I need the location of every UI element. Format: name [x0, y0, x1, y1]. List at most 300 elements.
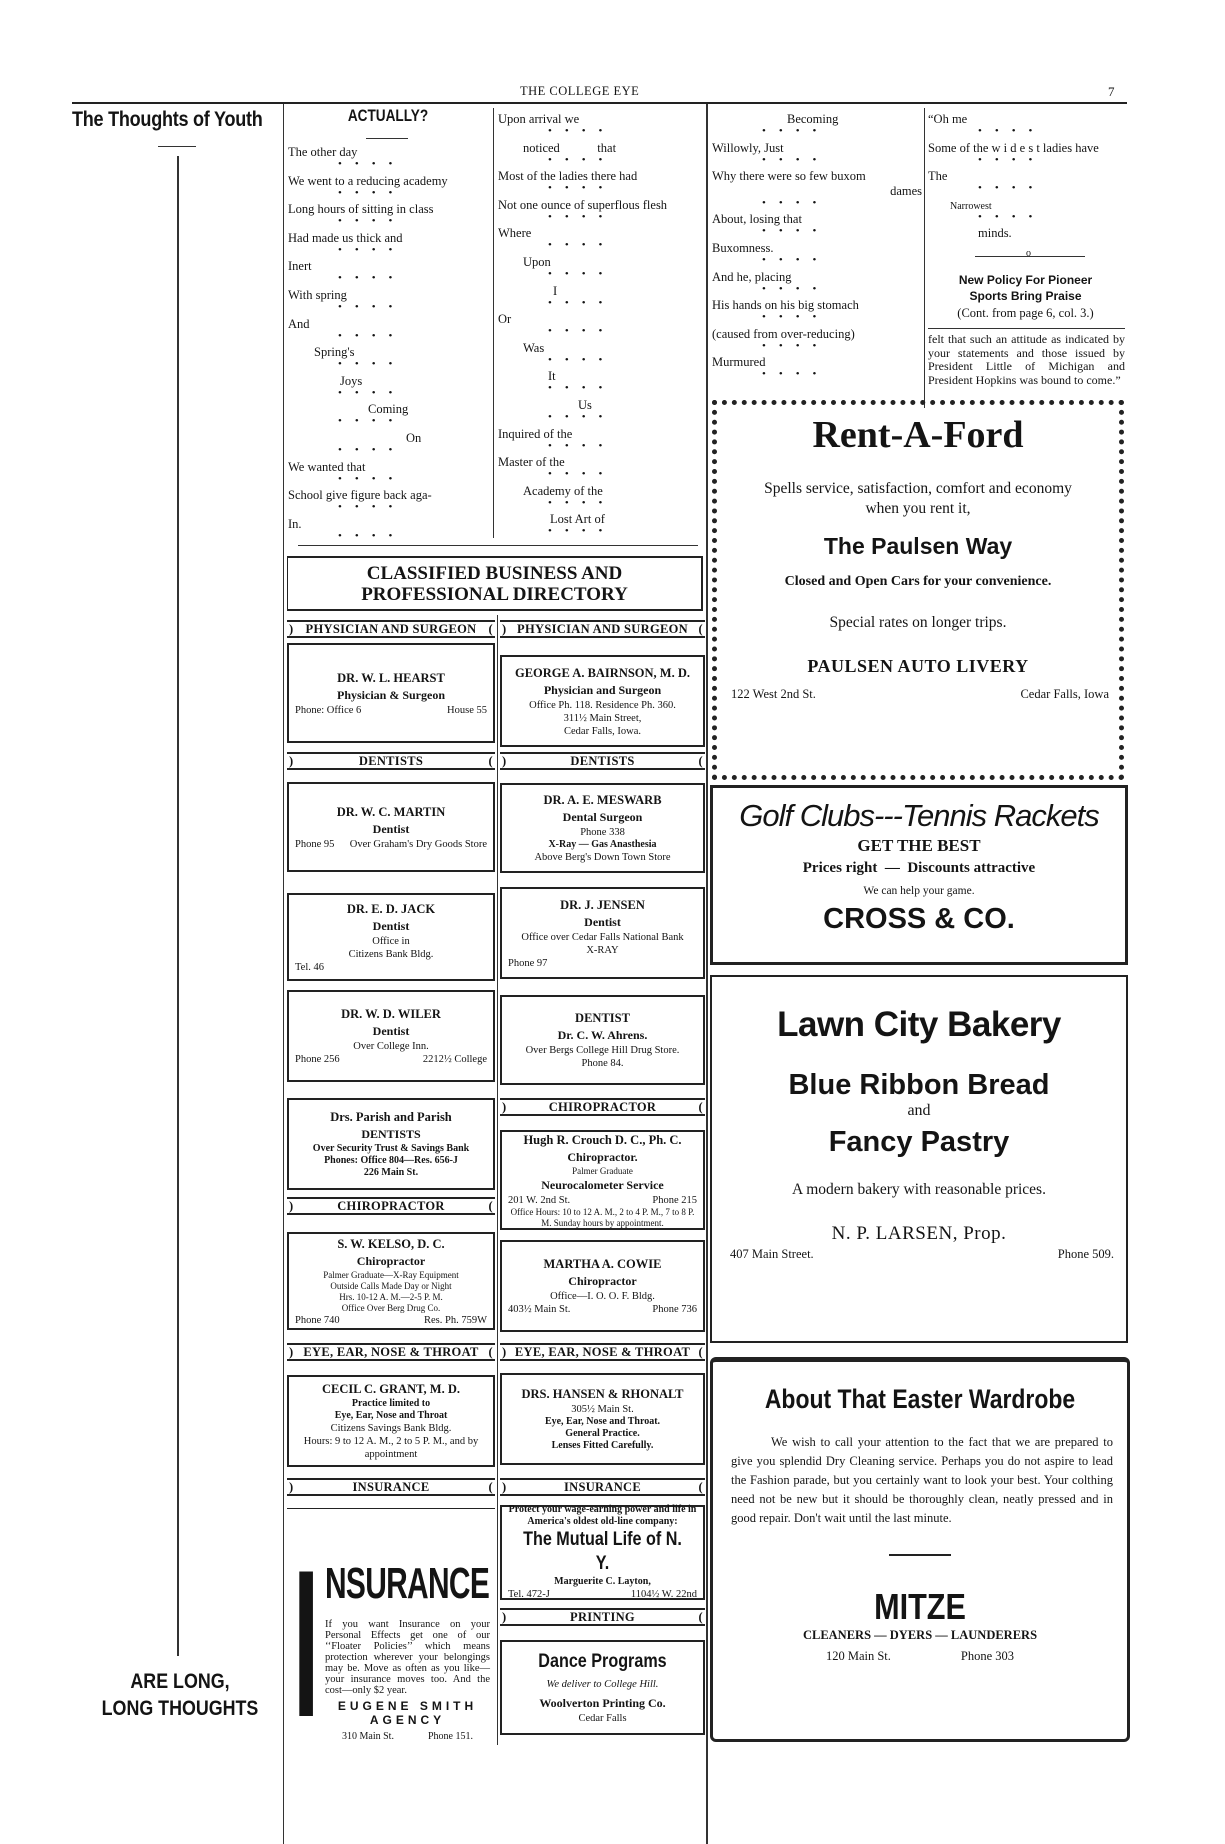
section-label: DENTISTS	[570, 754, 635, 768]
poem-line-text: Joys	[340, 373, 363, 388]
ad-text: A modern bakery with reasonable prices.	[792, 1181, 1046, 1198]
section-header	[287, 1478, 495, 1496]
poem-line	[288, 287, 488, 316]
section-label: EYE, EAR, NOSE & THROAT	[514, 1345, 691, 1359]
card-text: House 55	[447, 704, 487, 716]
ad-address-row	[731, 687, 1109, 702]
poem-line-text: “Oh me	[928, 112, 968, 126]
card-text: Over Bergs College Hill Drug Store.	[525, 1045, 680, 1056]
card-name: CECIL C. GRANT, M. D.	[322, 1382, 460, 1396]
ellipsis-dots	[978, 212, 1045, 223]
directory-card	[287, 893, 495, 981]
section-label: CHIROPRACTOR	[337, 1199, 445, 1213]
card-sb: Phones: Office 804—Res. 656-J	[324, 1155, 458, 1166]
card-text: 311½ Main Street,	[563, 712, 642, 724]
card-name: Hugh R. Crouch D. C., Ph. C.	[523, 1132, 682, 1147]
card-text: Citizens Bank Bldg.	[348, 948, 434, 960]
card-name: DENTIST	[575, 1011, 630, 1025]
cross-co-ad	[710, 785, 1128, 965]
column-rule	[493, 108, 494, 538]
poem-line	[288, 487, 488, 516]
news-body: felt that such an attitude as indicated by your statements and those issued by President Little of Michigan and President Hopkins was bound to come.”	[928, 332, 1125, 387]
ellipsis-dots	[338, 445, 405, 456]
card-line-pair	[508, 1303, 697, 1316]
ad-product: Fancy Pastry	[828, 1126, 1010, 1158]
card-text: Over College Inn.	[353, 1041, 429, 1052]
card-text: Phone 84.	[581, 1058, 624, 1069]
ellipsis-dots	[762, 341, 829, 352]
poem-line	[928, 197, 1128, 226]
ad-product: Blue Ribbon Bread	[788, 1069, 1050, 1101]
bracket: )	[502, 1345, 507, 1359]
poem-line-text: Upon	[523, 254, 551, 269]
poem-line-text: On	[406, 430, 422, 445]
card-title: Neurocalometer Service	[541, 1177, 664, 1192]
directory-card	[500, 1130, 705, 1230]
poem-line	[288, 459, 488, 488]
poem-line	[928, 111, 1128, 140]
card-sb: 226 Main St.	[363, 1167, 419, 1178]
poem-line-text: Upon arrival we	[498, 112, 580, 126]
card-small: Outside Calls Made Day or Night	[330, 1280, 452, 1291]
poem-line	[712, 111, 922, 140]
poem-line	[288, 316, 488, 345]
directory-card	[500, 1505, 705, 1600]
card-name: GEORGE A. BAIRNSON, M. D.	[514, 665, 691, 680]
divider-ornament: o	[1026, 248, 1031, 259]
poem-line-text: The	[928, 169, 948, 184]
poem-line	[498, 111, 703, 140]
poem-line-text: minds.	[978, 226, 1012, 241]
ad-text: Special rates on longer trips.	[829, 614, 1007, 631]
bracket: (	[698, 1100, 703, 1114]
ellipsis-dots	[338, 416, 405, 427]
poem-line-text: Becoming	[787, 112, 839, 126]
section-header	[287, 1197, 495, 1215]
bracket: )	[502, 1100, 507, 1114]
directory-title-line-1: CLASSIFIED BUSINESS AND	[366, 563, 623, 584]
poem-line-text: With spring	[288, 287, 347, 302]
bracket: )	[289, 1345, 294, 1359]
ellipsis-dots	[978, 155, 1045, 166]
ellipsis-dots	[338, 474, 405, 485]
ad-phone: Phone 303	[960, 1649, 1015, 1663]
ellipsis-dots	[548, 383, 615, 394]
directory-card	[500, 1240, 705, 1332]
ellipsis-dots	[548, 126, 615, 137]
poem-line	[498, 426, 703, 455]
ellipsis-dots	[762, 369, 829, 380]
insurance-text: If you want Insurance on your Personal Effects get one of our ‘‘Floater Policies’’ which means protection wherever your belongings may be. Move as often as you like—your insurance moves too. And the cost—only $2 year.	[325, 1619, 490, 1696]
divider	[298, 545, 698, 546]
insurance-initial: I	[293, 1526, 320, 1761]
poem-line-text: We wanted that	[288, 459, 366, 474]
ellipsis-dots	[762, 226, 829, 237]
card-title: Dentist	[584, 914, 621, 929]
poem-line	[288, 201, 488, 230]
insurance-ad	[287, 1508, 495, 1761]
poem-line	[498, 397, 703, 426]
poem-line	[288, 144, 488, 173]
bracket: )	[289, 754, 294, 768]
card-small: Palmer Graduate	[572, 1165, 633, 1176]
card-name: DR. E. D. JACK	[346, 901, 436, 916]
agency-address-row	[325, 1731, 490, 1742]
poem-line	[288, 344, 488, 373]
poem-line	[712, 297, 922, 326]
bracket: )	[502, 754, 507, 768]
poem-line	[712, 326, 922, 355]
poem-line-text: Or	[498, 312, 512, 327]
card-text: Phone 736	[652, 1304, 697, 1315]
poem-line	[498, 368, 703, 397]
section-label: INSURANCE	[352, 1480, 430, 1494]
bracket: (	[698, 1610, 703, 1624]
ad-text: Prices right — Discounts attractive	[802, 860, 1036, 876]
poem-line	[498, 283, 703, 312]
card-text: Office in	[372, 935, 410, 947]
ad-title: Lawn City Bakery	[777, 1005, 1061, 1044]
bracket: (	[488, 1480, 493, 1494]
card-title: DENTISTS	[361, 1127, 421, 1141]
ellipsis-dots	[338, 302, 405, 313]
card-name: DR. J. JENSEN	[560, 897, 645, 912]
poem-line	[928, 168, 1128, 197]
agency-phone: Phone 151.	[427, 1731, 473, 1742]
ad-text: GET THE BEST	[857, 836, 981, 855]
ellipsis-dots	[548, 469, 615, 480]
card-line-pair	[295, 1314, 487, 1327]
section-label: PRINTING	[570, 1610, 635, 1624]
card-line-pair	[295, 838, 487, 851]
card-title: Physician & Surgeon	[336, 687, 445, 702]
poem-line-text: Murmured	[712, 355, 766, 370]
ellipsis-dots	[978, 183, 1045, 194]
poem-line-text: Where	[498, 226, 532, 241]
ellipsis-dots	[338, 331, 405, 342]
poem-line	[288, 373, 488, 402]
agency-line-2: AGENCY	[369, 1713, 446, 1727]
poem-line-text: Spring's	[314, 345, 355, 360]
ad-city: Cedar Falls, Iowa	[1020, 687, 1109, 701]
ellipsis-dots	[338, 216, 405, 227]
poem-line	[498, 311, 703, 340]
poem-line-text: We went to a reducing academy	[288, 173, 448, 188]
card-text: Citizens Savings Bank Bldg.	[330, 1423, 452, 1434]
card-text: Office—I. O. O. F. Bldg.	[550, 1291, 655, 1302]
poem-line-text: Willowly, Just	[712, 140, 784, 155]
ad-address: 122 West 2nd St.	[731, 687, 816, 701]
poem-line	[498, 197, 703, 226]
card-title: Chiropractor	[356, 1253, 426, 1268]
poem-line-text: Us	[578, 397, 592, 412]
poem-line-text: (caused from over-reducing)	[712, 326, 855, 341]
ellipsis-dots	[762, 312, 829, 323]
poem-line	[712, 240, 922, 269]
insurance-heading: NSURANCE	[325, 1559, 490, 1608]
poem-line	[712, 354, 922, 383]
poem-line-text: The other day	[288, 145, 358, 159]
lawn-city-bakery-ad	[710, 975, 1128, 1343]
poem-line-text: Not one ounce of superflous flesh	[498, 197, 668, 212]
ad-text: We can help your game.	[863, 885, 975, 897]
directory-card	[500, 1373, 705, 1465]
poem-column-2	[498, 111, 703, 540]
card-text: Over Graham's Dry Goods Store	[349, 838, 487, 850]
bracket: (	[698, 1345, 703, 1359]
section-header	[287, 1343, 495, 1361]
divider	[889, 1554, 951, 1556]
section-label: INSURANCE	[563, 1480, 642, 1494]
card-line-pair	[508, 1588, 697, 1601]
card-title: Chiropractor.	[567, 1149, 638, 1164]
card-small: Hrs. 10-12 A. M.—2-5 P. M.	[339, 1291, 443, 1302]
poem-line	[498, 254, 703, 283]
ellipsis-dots	[338, 245, 405, 256]
ellipsis-dots	[978, 126, 1045, 137]
ellipsis-dots	[762, 155, 829, 166]
poem-line-text: Narrowest	[950, 200, 992, 212]
poem-line	[498, 140, 703, 169]
section-label: CHIROPRACTOR	[548, 1100, 657, 1114]
headline-line-2: Sports Bring Praise	[969, 289, 1082, 303]
ellipsis-dots	[548, 183, 615, 194]
ellipsis-dots	[548, 526, 615, 537]
poem-line-text: Inert	[288, 259, 312, 274]
card-text: Tel. 472-J	[508, 1589, 550, 1600]
youth-title: The Thoughts of Youth	[72, 108, 263, 131]
bracket: )	[502, 1610, 507, 1624]
poem-line-text: Academy of the	[523, 483, 603, 498]
ad-address-row	[730, 1247, 1114, 1262]
card-title: Dentist	[372, 918, 410, 933]
bracket: (	[488, 1199, 493, 1213]
poem-line-text: Long hours of sitting in class	[288, 202, 434, 217]
closing-line-2: LONG THOUGHTS	[101, 1697, 259, 1720]
ellipsis-dots	[548, 269, 615, 280]
poem-line	[712, 140, 922, 169]
card-line-pair	[295, 704, 487, 717]
section-header	[287, 752, 495, 770]
poem-line-text: Buxomness.	[712, 240, 774, 255]
ellipsis-dots	[548, 155, 615, 166]
news-headline	[928, 272, 1123, 304]
card-text: Phone 95	[295, 838, 335, 850]
poem-line	[712, 183, 922, 212]
card-text: 2212½ College	[422, 1054, 487, 1065]
directory-card	[287, 990, 495, 1082]
poem-line-text: Some of the w i d e s t ladies have	[928, 140, 1099, 155]
youth-closing	[78, 1668, 282, 1722]
section-header	[500, 1478, 705, 1496]
bracket: )	[289, 622, 294, 636]
poem-line-text: And he, placing	[712, 269, 792, 284]
card-sb: Lenses Fitted Carefully.	[551, 1440, 654, 1451]
ad-title: Rent-A-Ford	[812, 414, 1024, 456]
card-left: Tel. 46	[295, 961, 325, 973]
directory-card	[287, 1375, 495, 1467]
ellipsis-dots	[548, 298, 615, 309]
ad-phone: Phone 509.	[1057, 1247, 1114, 1261]
masthead-title: THE COLLEGE EYE	[520, 84, 640, 98]
poem-line	[498, 454, 703, 483]
card-text: Above Berg's Down Town Store	[534, 852, 671, 863]
poem-line	[288, 401, 488, 430]
bracket: )	[289, 1480, 294, 1494]
column-rule	[283, 104, 284, 1844]
ellipsis-dots	[762, 284, 829, 295]
poem-line	[288, 516, 488, 545]
card-sb: Over Security Trust & Savings Bank	[312, 1143, 470, 1154]
poem-line	[712, 211, 922, 240]
ad-slogan: The Paulsen Way	[823, 533, 1013, 559]
mitze-ad	[710, 1357, 1130, 1742]
poem-line-text: It	[548, 369, 556, 384]
card-title: Dentist	[372, 821, 410, 836]
ellipsis-dots	[548, 326, 615, 337]
card-text: Phone 740	[295, 1314, 340, 1326]
divider	[158, 146, 196, 147]
card-sb: Marguerite C. Layton,	[554, 1576, 651, 1587]
agency-name	[325, 1699, 490, 1727]
ellipsis-dots	[338, 188, 405, 199]
agency-line-1: EUGENE SMITH	[337, 1699, 478, 1713]
ad-company: CROSS & CO.	[823, 903, 1015, 935]
directory-card	[500, 1640, 705, 1735]
section-label: EYE, EAR, NOSE & THROAT	[303, 1345, 479, 1359]
poem-line	[288, 230, 488, 259]
ellipsis-dots	[762, 198, 829, 209]
card-text: 1104½ W. 22nd	[630, 1589, 697, 1600]
ellipsis-dots	[548, 355, 615, 366]
card-line-pair	[295, 1053, 487, 1066]
card-sb: Eye, Ear, Nose and Throat.	[544, 1416, 661, 1427]
card-left: Phone 97	[508, 957, 548, 969]
card-text: Phone 256	[295, 1054, 340, 1065]
poem-line-text: And	[288, 316, 310, 331]
card-name: S. W. KELSO, D. C.	[337, 1236, 445, 1251]
bracket: (	[698, 1480, 703, 1494]
ad-text: and	[907, 1102, 931, 1119]
directory-card	[500, 887, 705, 979]
ad-services: CLEANERS — DYERS — LAUNDERERS	[802, 1628, 1038, 1642]
poem-column-3	[712, 111, 922, 383]
card-name: DR. W. C. MARTIN	[336, 804, 446, 819]
card-title: Dental Surgeon	[562, 810, 643, 824]
ellipsis-dots	[548, 412, 615, 423]
poem-line-text: His hands on his big stomach	[712, 298, 859, 313]
poem-line	[288, 173, 488, 202]
section-label: DENTISTS	[358, 754, 424, 768]
column-rule	[924, 108, 925, 408]
closing-line-1: ARE LONG,	[130, 1670, 230, 1693]
ellipsis-dots	[762, 126, 829, 137]
ellipsis-dots	[338, 359, 405, 370]
ad-text: Closed and Open Cars for your convenience.	[784, 574, 1052, 589]
bracket: (	[698, 754, 703, 768]
poem-line-text: noticed that	[523, 140, 617, 155]
card-name: DRS. HANSEN & RHONALT	[521, 1387, 684, 1401]
poem-line-text: Most of the ladies there had	[498, 169, 638, 184]
bracket: (	[488, 754, 493, 768]
card-small: Office Over Berg Drug Co.	[341, 1302, 441, 1313]
card-sb: Eye, Ear, Nose and Throat	[334, 1410, 448, 1421]
card-text: 201 W. 2nd St.	[508, 1194, 571, 1206]
ad-title: Golf Clubs---Tennis Rackets	[739, 798, 1099, 833]
section-header	[500, 752, 705, 770]
directory-card	[287, 1232, 495, 1330]
ad-address: 407 Main Street.	[730, 1247, 814, 1261]
ellipsis-dots	[338, 273, 405, 284]
card-name: Drs. Parish and Parish	[330, 1110, 452, 1124]
ellipsis-dots	[338, 531, 405, 542]
poem-line	[712, 269, 922, 298]
poem-line-text: In.	[288, 516, 302, 531]
agency-address: 310 Main St.	[342, 1731, 394, 1742]
bracket: (	[488, 1345, 493, 1359]
card-text: Hours: 9 to 12 A. M., 2 to 5 P. M., and by appointment	[303, 1436, 479, 1460]
directory-card	[287, 1098, 495, 1190]
poem-title: ACTUALLY?	[347, 106, 429, 125]
poem-line-text: I	[553, 283, 558, 298]
ellipsis-dots	[762, 255, 829, 266]
bracket: )	[502, 622, 507, 636]
ellipsis-dots	[548, 212, 615, 223]
card-text: Office Ph. 118. Residence Ph. 360.	[529, 699, 676, 711]
poem-line-text: Had made us thick and	[288, 230, 403, 245]
bracket: (	[698, 622, 703, 636]
card-text: Phone 215	[652, 1194, 697, 1206]
poem-line-text: School give figure back aga-	[288, 488, 432, 503]
divider	[928, 328, 1125, 329]
card-small: Palmer Graduate—X-Ray Equipment	[323, 1269, 459, 1280]
poem-line-text: dames	[890, 183, 922, 198]
poem-line-text: Why there were so few buxom	[712, 169, 866, 184]
card-text: X-RAY	[586, 944, 619, 956]
card-title: Dentist	[372, 1024, 410, 1038]
card-name: DR. A. E. MESWARB	[543, 793, 662, 807]
directory-card	[287, 643, 495, 743]
poem-line-text: Lost Art of	[550, 512, 605, 527]
poem-line	[498, 225, 703, 254]
section-label: PHYSICIAN AND SURGEON	[305, 622, 477, 636]
section-header	[500, 1343, 705, 1361]
card-sb: Practice limited to	[351, 1398, 431, 1409]
card-big: Dance Programs	[538, 1651, 667, 1672]
card-name: MARTHA A. COWIE	[543, 1257, 662, 1271]
ellipsis-dots	[548, 240, 615, 251]
ellipsis-dots	[338, 159, 405, 170]
card-name: DR. W. D. WILER	[341, 1007, 441, 1021]
rent-a-ford-ad	[712, 400, 1124, 780]
ad-company: MITZE	[874, 1586, 966, 1627]
card-big: The Mutual Life of N. Y.	[523, 1529, 682, 1574]
ellipsis-dots	[548, 498, 615, 509]
card-title: Woolverton Printing Co.	[539, 1696, 666, 1710]
directory-card	[500, 655, 705, 747]
directory-title	[287, 556, 703, 611]
ad-title: About That Easter Wardrobe	[764, 1384, 1076, 1414]
poem-line	[288, 258, 488, 287]
card-text: Cedar Falls, Iowa.	[564, 725, 641, 737]
ad-address-row	[713, 1649, 1127, 1664]
poem-column-4	[928, 111, 1128, 254]
card-text: Phone: Office 6	[295, 704, 362, 716]
poem-line	[288, 430, 488, 459]
ellipsis-dots	[338, 502, 405, 513]
card-text: Cedar Falls	[578, 1713, 627, 1724]
page-number: 7	[1108, 84, 1115, 99]
